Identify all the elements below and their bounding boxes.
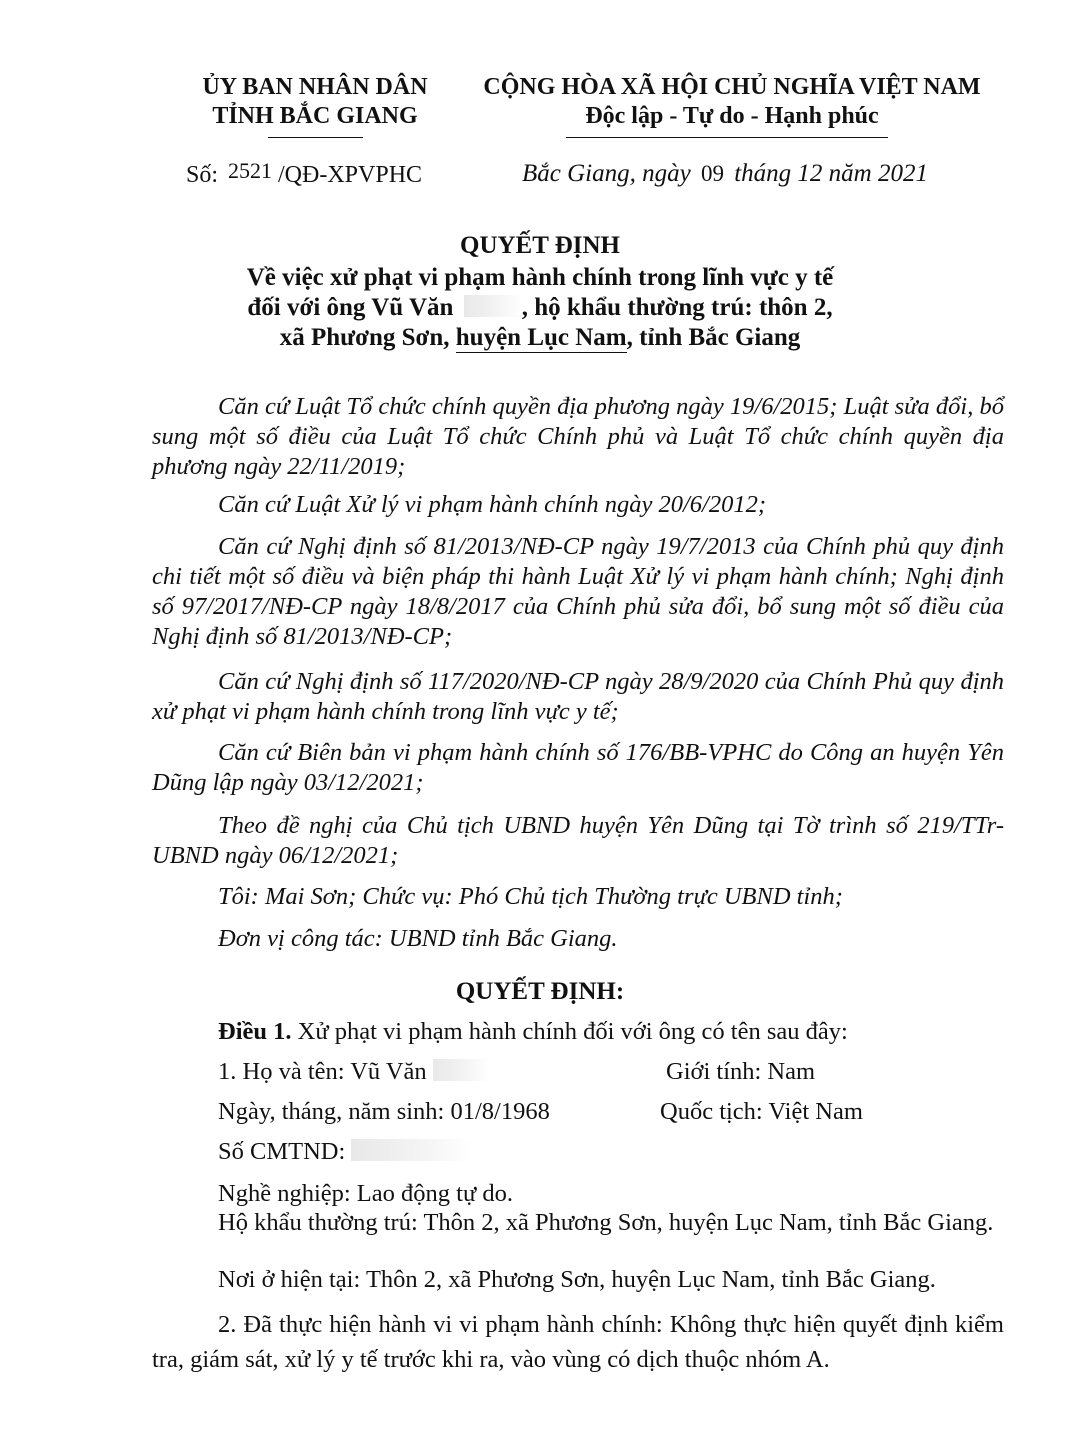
preamble-4: Căn cứ Nghị định số 117/2020/NĐ-CP ngày 28/9/2020 của Chính Phủ quy định xử phạt vi phạm hành chính trong lĩnh vực y tế; — [152, 668, 1004, 725]
number-suffix: /QĐ-XPVPHC — [278, 162, 423, 188]
subject-line1: Về việc xử phạt vi phạm hành chính trong lĩnh vực y tế — [246, 264, 834, 291]
preamble-5: Căn cứ Biên bản vi phạm hành chính số 176/BB-VPHC do Công an huyện Yên Dũng lập ngày 03/12/2021; — [152, 739, 1004, 796]
issuer-line1: ỦY BAN NHÂN DÂN — [202, 74, 428, 100]
offender-occupation: Nghề nghiệp: Lao động tự do. — [218, 1180, 513, 1207]
number-value: 2521 — [228, 158, 273, 183]
preamble-1: Căn cứ Luật Tổ chức chính quyền địa phương ngày 19/6/2015; Luật sửa đổi, bổ sung một số điều của Luật Tổ chức Chính phủ và Luật Tổ chức chính quyền địa phương ngày 22/11/2019; — [152, 393, 1004, 480]
redacted-name-title — [464, 295, 522, 317]
subject-line2-b: , hộ khẩu thường trú: thôn 2, — [521, 294, 833, 321]
offender-nationality: Quốc tịch: Việt Nam — [660, 1098, 863, 1125]
subject-line3 — [0, 324, 1080, 352]
offender-id — [218, 1138, 471, 1166]
redacted-name — [433, 1059, 489, 1081]
violation-description: 2. Đã thực hiện hành vi vi phạm hành chính: Không thực hiện quyết định kiểm tra, giám sát, xử lý y tế trước khi ra, vào vùng có dịch thuộc nhóm A. — [152, 1311, 1004, 1373]
preamble-2: Căn cứ Luật Xử lý vi phạm hành chính ngày 20/6/2012; — [218, 491, 766, 518]
decision-heading: QUYẾT ĐỊNH: — [455, 978, 625, 1005]
offender-name — [218, 1058, 489, 1086]
subject-line2 — [0, 294, 1080, 322]
preamble-8: Đơn vị công tác: UBND tỉnh Bắc Giang. — [218, 925, 618, 952]
date-part1: Bắc Giang, ngày — [522, 160, 691, 187]
preamble-6: Theo đề nghị của Chủ tịch UBND huyện Yên Dũng tại Tờ trình số 219/TTr-UBND ngày 06/12/2021; — [152, 812, 1004, 869]
offender-id-label: Số CMTND: — [218, 1138, 346, 1165]
issuer-underline — [268, 137, 363, 138]
document-heading: QUYẾT ĐỊNH — [460, 232, 620, 259]
date-part2: tháng 12 năm 2021 — [734, 160, 928, 187]
issuer-line2: TỈNH BẮC GIANG — [212, 103, 418, 129]
offender-gender: Giới tính: Nam — [666, 1058, 816, 1085]
article-1-text: Xử phạt vi phạm hành chính đối với ông có tên sau đây: — [291, 1018, 848, 1045]
offender-dob: Ngày, tháng, năm sinh: 01/8/1968 — [218, 1098, 550, 1125]
subject-line3-a: xã Phương Sơn, — [279, 324, 456, 351]
article-1-label: Điều 1. — [218, 1018, 292, 1045]
offender-residence: Hộ khẩu thường trú: Thôn 2, xã Phương Sơn, huyện Lục Nam, tỉnh Bắc Giang. — [218, 1209, 994, 1236]
offender-current-address: Nơi ở hiện tại: Thôn 2, xã Phương Sơn, huyện Lục Nam, tỉnh Bắc Giang. — [218, 1266, 936, 1293]
subject-line3-c: , tỉnh Bắc Giang — [626, 324, 801, 351]
date-day: 09 — [700, 161, 724, 186]
number-prefix: Số: — [186, 162, 219, 188]
subject-line2-a: đối với ông Vũ Văn — [247, 294, 454, 321]
document-number — [186, 158, 423, 189]
place-date — [522, 160, 928, 188]
article-1 — [218, 1018, 848, 1046]
subject-line3-b: huyện Lục Nam — [455, 324, 627, 351]
national-motto: Độc lập - Tự do - Hạnh phúc — [585, 103, 879, 129]
motto-underline — [566, 137, 888, 138]
national-title: CỘNG HÒA XÃ HỘI CHỦ NGHĨA VIỆT NAM — [483, 74, 981, 100]
redacted-id — [351, 1139, 471, 1161]
preamble-7: Tôi: Mai Sơn; Chức vụ: Phó Chủ tịch Thường trực UBND tỉnh; — [218, 883, 843, 910]
offender-name-label: 1. Họ và tên: Vũ Văn — [218, 1058, 427, 1085]
preamble-3: Căn cứ Nghị định số 81/2013/NĐ-CP ngày 19/7/2013 của Chính phủ quy định chi tiết một số điều và biện pháp thi hành Luật Xử lý vi phạm hành chính; Nghị định số 97/2017/NĐ-CP ngày 18/8/2017 của Chính phủ sửa đổi, bổ sung một số điều của Nghị định số 81/2013/NĐ-CP; — [152, 533, 1004, 650]
